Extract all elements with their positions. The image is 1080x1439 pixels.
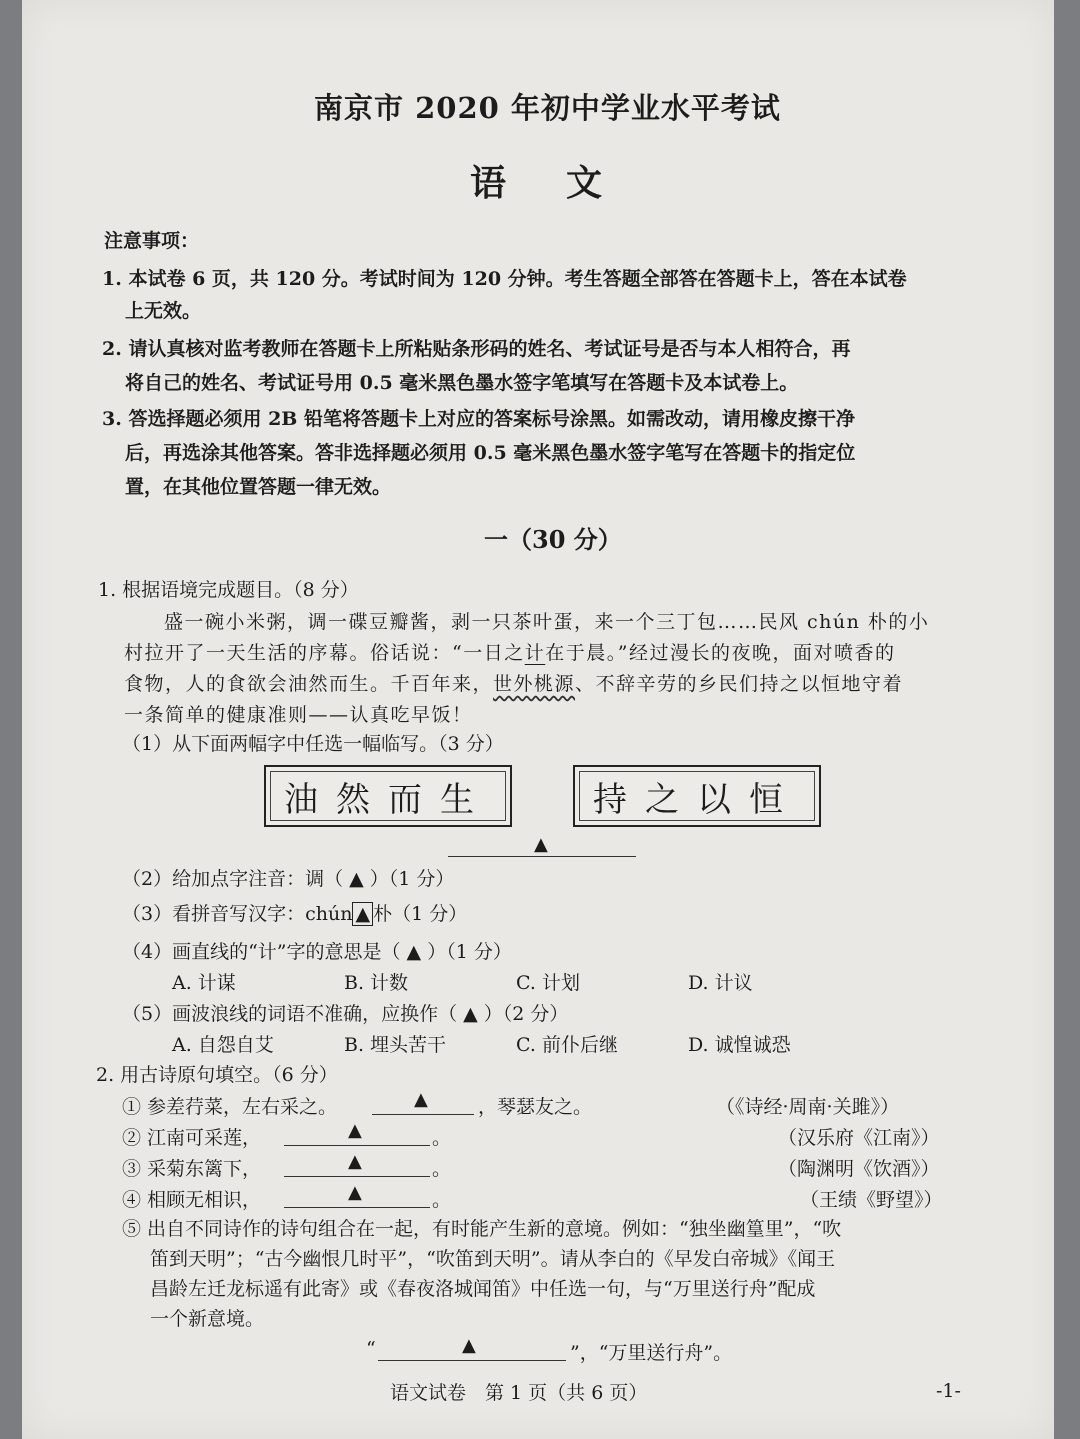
q1-passage-line2: 村拉开了一天生活的序幕。俗话说：“一日之计在于晨。”经过漫长的夜晚，面对喷香的: [124, 642, 896, 664]
q1-sub4-option-c[interactable]: C. 计划: [516, 972, 580, 994]
q2-item5-line4: 一个新意境。: [150, 1308, 265, 1330]
q1-stem: 1. 根据语境完成题目。（8 分）: [98, 579, 359, 601]
q2-item1-source: （《诗经·周南·关雎》）: [716, 1096, 900, 1118]
q2-item5-blank[interactable]: [378, 1360, 566, 1361]
calligraphy-text-1: 油然而生: [284, 779, 492, 820]
q2-item5-close: ”，“万里送行舟”。: [570, 1342, 733, 1364]
q2-item1: ① 参差荇菜，左右采之。: [122, 1096, 338, 1118]
subject-title: 语文: [470, 162, 663, 204]
q2-item1-end: ，琴瑟友之。: [478, 1096, 593, 1118]
q2-item2-blank[interactable]: [284, 1145, 430, 1146]
answer-box[interactable]: ▲: [352, 902, 373, 926]
q2-stem: 2. 用古诗原句填空。（6 分）: [96, 1064, 338, 1086]
notice-3-line3: 置，在其他位置答题一律无效。: [125, 476, 392, 498]
q2-item2: ② 江南可采莲，: [122, 1127, 262, 1149]
notice-3-line2: 后，再选涂其他答案。答非选择题必须用 0.5 毫米黑色墨水签字笔写在答题卡的指定位: [125, 442, 856, 464]
q1-sub5-option-c[interactable]: C. 前仆后继: [516, 1034, 618, 1056]
q2-item4-blank[interactable]: [284, 1207, 430, 1208]
q2-item3-blank[interactable]: [284, 1176, 430, 1177]
notice-2-line1: 2. 请认真核对监考教师在答题卡上所粘贴条形码的姓名、考试证号是否与本人相符合，再: [102, 338, 851, 360]
q1-sub1: （1）从下面两幅字中任选一幅临写。（3 分）: [122, 733, 504, 755]
page-number: -1-: [936, 1380, 961, 1402]
q2-item5-mark: ▲: [462, 1335, 476, 1356]
notice-3-line1: 3. 答选择题必须用 2B 铅笔将答题卡上对应的答案标号涂黑。如需改动，请用橡皮擦干净: [102, 408, 855, 430]
notice-1-line2: 上无效。: [125, 300, 202, 322]
q2-item5-line2: 笛到天明”；“古今幽恨几时平”，“吹笛到天明”。请从李白的《早发白帝城》《闻王: [150, 1248, 836, 1270]
q2-item5-line1: ⑤ 出自不同诗作的诗句组合在一起，有时能产生新的意境。例如：“独坐幽篁里”，“吹: [122, 1218, 842, 1240]
q2-item1-mark: ▲: [414, 1089, 428, 1110]
q2-item4: ④ 相顾无相识，: [122, 1189, 262, 1211]
answer-line[interactable]: [448, 856, 636, 857]
q2-item4-mark: ▲: [348, 1182, 362, 1203]
answer-mark: ▲: [534, 834, 548, 855]
q2-item2-mark: ▲: [348, 1120, 362, 1141]
notice-1-line1: 1. 本试卷 6 页，共 120 分。考试时间为 120 分钟。考生答题全部答在答题卡上，答在本试卷: [102, 268, 907, 290]
q1-sub4-option-b[interactable]: B. 计数: [344, 972, 409, 994]
q1-sub4-option-d[interactable]: D. 计议: [688, 972, 753, 994]
calligraphy-box-2: [573, 765, 821, 827]
calligraphy-text-2: 持之以恒: [593, 779, 801, 820]
q1-sub4: （4）画直线的“计”字的意思是（ ▲ ）（1 分）: [122, 941, 512, 963]
q2-item5-line3: 昌龄左迁龙标遥有此寄》或《春夜洛城闻笛》中任选一句，与“万里送行舟”配成: [150, 1278, 816, 1300]
q2-item3: ③ 采菊东篱下，: [122, 1158, 262, 1180]
q1-passage-line1: 盛一碗小米粥，调一碟豆瓣酱，剥一只茶叶蛋，来一个三丁包……民风 chún 朴的小: [164, 611, 930, 633]
notice-heading: 注意事项：: [104, 230, 200, 252]
q1-sub5: （5）画波浪线的词语不准确，应换作（ ▲ ）（2 分）: [122, 1003, 569, 1025]
q1-passage-line3: 食物，人的食欲会油然而生。千百年来，世外桃源、不辞辛劳的乡民们持之以恒地守着: [124, 673, 904, 695]
q2-item4-source: （王绩《野望》）: [800, 1189, 943, 1211]
q1-sub5-option-b[interactable]: B. 埋头苦干: [344, 1034, 447, 1056]
section-heading: 一（30 分）: [484, 525, 622, 554]
q2-item2-source: （汉乐府《江南》）: [778, 1127, 940, 1149]
q1-sub2: （2）给加点字注音：调（ ▲ ）（1 分）: [122, 868, 455, 890]
q2-item1-blank[interactable]: [372, 1114, 474, 1115]
q1-passage-line4: 一条简单的健康准则——认真吃早饭！: [124, 704, 473, 726]
q2-item2-end: 。: [432, 1127, 452, 1149]
calligraphy-box-1: [264, 765, 512, 827]
q2-item3-source: （陶渊明《饮酒》）: [778, 1158, 940, 1180]
q1-sub5-option-a[interactable]: A. 自怨自艾: [172, 1034, 274, 1056]
q2-item4-end: 。: [432, 1189, 452, 1211]
underlined-ji: 计: [524, 642, 546, 664]
q1-sub4-option-a[interactable]: A. 计谋: [172, 972, 236, 994]
wavy-phrase: 世外桃源: [493, 673, 576, 695]
exam-title: 南京市 2020 年初中学业水平考试: [314, 91, 781, 125]
notice-2-line2: 将自己的姓名、考试证号用 0.5 毫米黑色墨水签字笔填写在答题卡及本试卷上。: [125, 372, 799, 394]
q1-sub5-option-d[interactable]: D. 诚惶诚恐: [688, 1034, 791, 1056]
page-footer: 语文试卷 第 1 页（共 6 页）: [390, 1382, 648, 1404]
exam-page: [22, 0, 1054, 1439]
q2-item5-open-quote: “: [366, 1338, 376, 1360]
q1-sub3: （3）看拼音写汉字：chún ▲ 朴（1 分）: [122, 903, 468, 925]
q2-item3-end: 。: [432, 1158, 452, 1180]
q2-item3-mark: ▲: [348, 1151, 362, 1172]
